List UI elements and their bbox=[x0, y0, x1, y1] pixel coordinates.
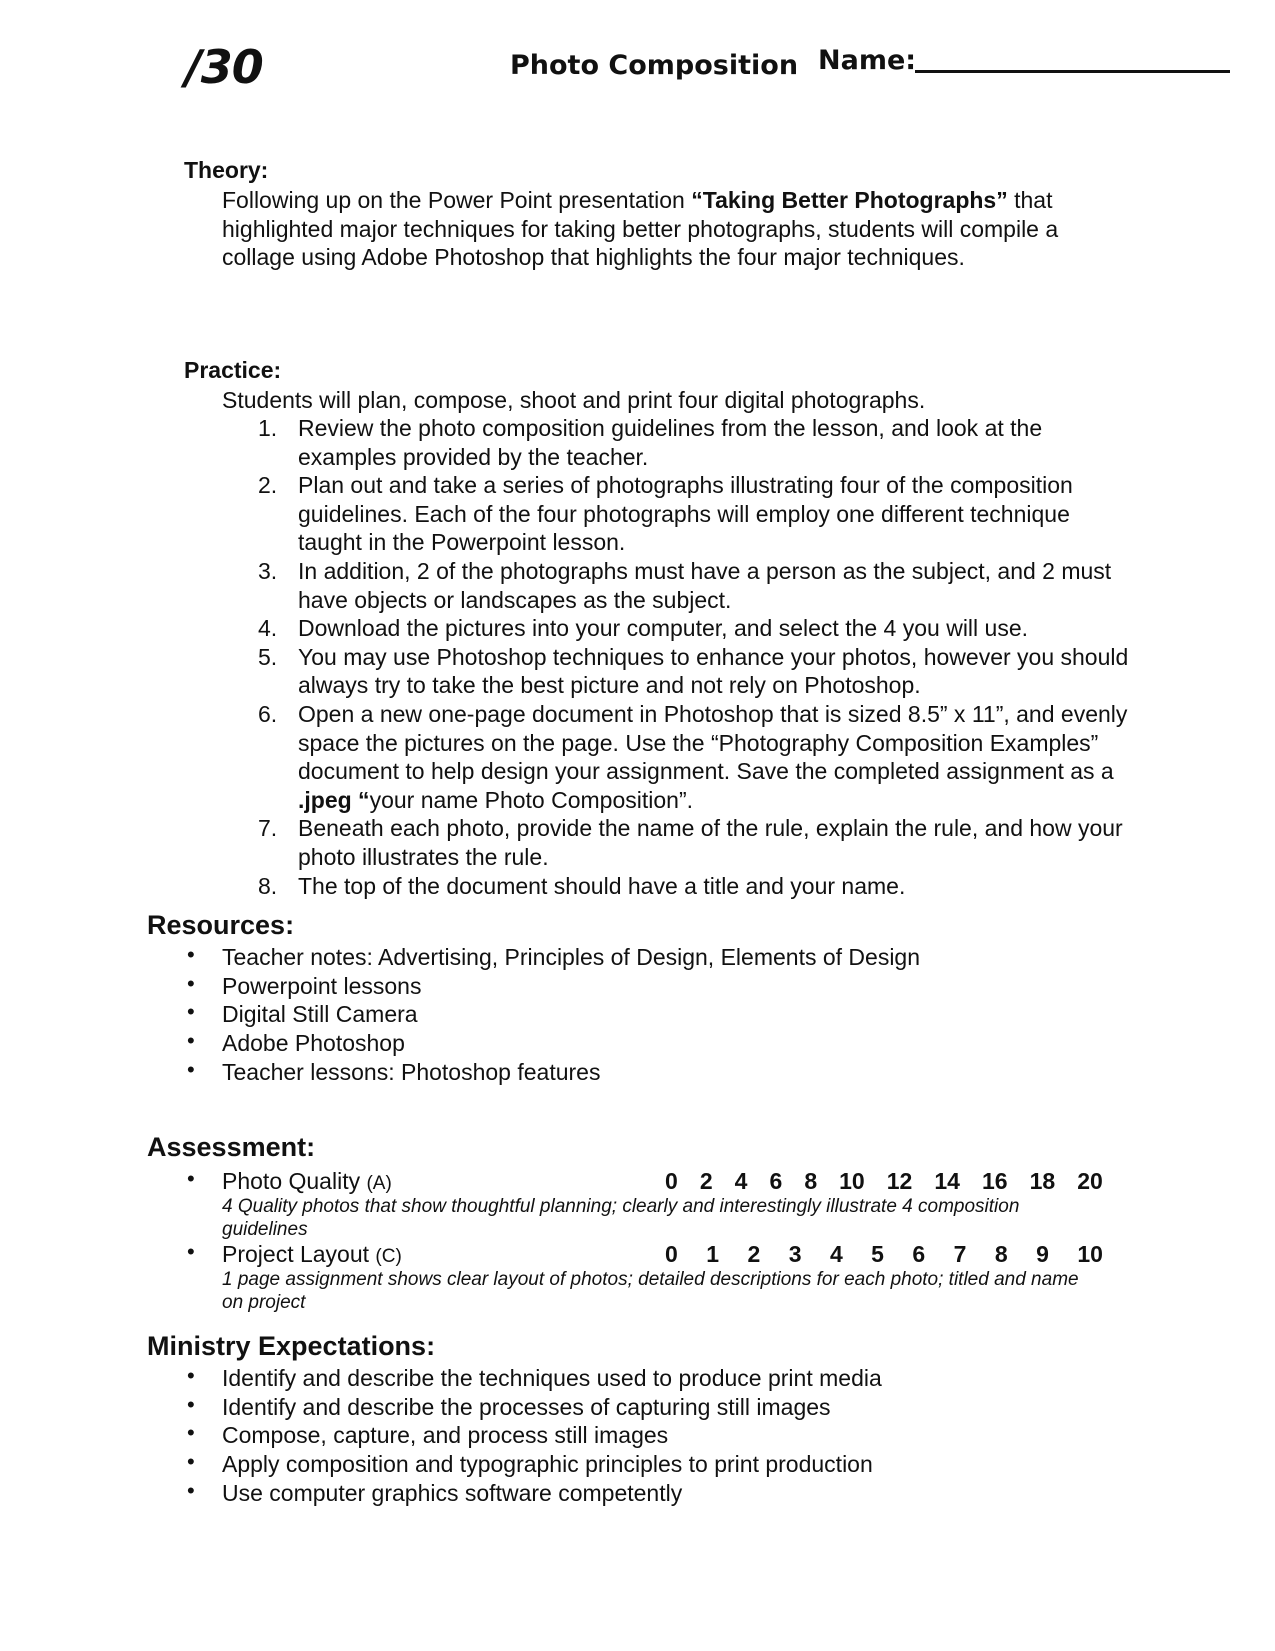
practice-step bbox=[258, 614, 1138, 643]
step-number: 7. bbox=[258, 815, 278, 842]
resource-item-text: Powerpoint lessons bbox=[222, 972, 422, 999]
theory-paragraph bbox=[222, 186, 1122, 272]
resource-item bbox=[187, 1029, 1137, 1058]
rubric-code: (C) bbox=[375, 1246, 402, 1267]
presentation-title: “Taking Better Photographs” bbox=[691, 187, 1008, 213]
score-option: 10 bbox=[839, 1168, 865, 1194]
score-option: 1 bbox=[706, 1241, 720, 1267]
rubric-label-text: Photo Quality bbox=[222, 1168, 367, 1194]
expectation-item-text: Compose, capture, and process still images bbox=[222, 1422, 669, 1449]
step-text: The top of the document should have a title and your name. bbox=[298, 872, 906, 899]
rubric-label bbox=[222, 1241, 402, 1268]
step-text: Open a new one-page document in Photoshop that is sized 8.5” x 11”, and evenly space the pictures on the page. Use the “Photography Composition Examples” document to help design your assignment. Save the completed assignment as a bbox=[298, 700, 1128, 785]
step-number: 5. bbox=[258, 643, 278, 670]
bullet-icon: • bbox=[187, 1449, 195, 1475]
step-number: 1. bbox=[258, 415, 278, 441]
expectation-item bbox=[187, 1421, 1137, 1450]
step-number: 2. bbox=[258, 472, 278, 499]
resource-item-text: Digital Still Camera bbox=[222, 1001, 418, 1028]
ministry-expectations-list bbox=[187, 1364, 1137, 1508]
score-option: 8 bbox=[804, 1168, 818, 1194]
resource-item bbox=[187, 1000, 1137, 1029]
score-option: 3 bbox=[788, 1241, 802, 1267]
expectation-item-text: Apply composition and typographic principles to print production bbox=[222, 1451, 873, 1478]
step-number: 8. bbox=[258, 872, 278, 899]
expectation-item bbox=[187, 1393, 1137, 1422]
score-option: 10 bbox=[1077, 1241, 1103, 1267]
step-text-bold: .jpeg “ bbox=[298, 786, 370, 813]
name-blank-line bbox=[915, 70, 1230, 73]
bullet-icon: • bbox=[187, 942, 195, 967]
bullet-icon: • bbox=[187, 1477, 195, 1503]
expectation-item-text: Use computer graphics software competently bbox=[222, 1479, 683, 1506]
expectation-item-text: Identify and describe the techniques used to produce print media bbox=[222, 1365, 882, 1391]
resource-item-text: Teacher notes: Advertising, Principles of Design, Elements of Design bbox=[222, 944, 921, 970]
expectation-item bbox=[187, 1450, 1137, 1479]
score-option: 9 bbox=[1036, 1241, 1049, 1267]
practice-step bbox=[258, 414, 1138, 471]
bullet-icon: • bbox=[187, 1363, 195, 1388]
expectation-item-text: Identify and describe the processes of capturing still images bbox=[222, 1393, 831, 1420]
rubric-scale bbox=[665, 1241, 1103, 1268]
score-total: /30 bbox=[185, 40, 263, 94]
score-option: 20 bbox=[1077, 1168, 1103, 1194]
score-option: 5 bbox=[871, 1241, 884, 1267]
resource-item bbox=[187, 943, 1137, 972]
bullet-icon: • bbox=[187, 1239, 195, 1264]
score-option: 4 bbox=[829, 1241, 843, 1267]
theory-heading: Theory: bbox=[184, 157, 269, 183]
practice-intro: Students will plan, compose, shoot and print four digital photographs. bbox=[222, 387, 926, 413]
theory-text-end: that highlighted major techniques for taking better photographs, students will compile a collage using Adobe Photoshop that highlights the four major techniques. bbox=[222, 187, 1059, 271]
score-option: 2 bbox=[747, 1241, 761, 1267]
score-option: 18 bbox=[1029, 1168, 1056, 1194]
step-text: Review the photo composition guidelines from the lesson, and look at the examples provided by the teacher. bbox=[298, 415, 1043, 470]
score-option: 0 bbox=[665, 1168, 678, 1194]
score-option: 6 bbox=[912, 1241, 926, 1267]
ministry-heading: Ministry Expectations: bbox=[147, 1331, 436, 1361]
bullet-icon: • bbox=[187, 1028, 195, 1054]
bullet-icon: • bbox=[187, 999, 195, 1025]
rubric-description: 4 Quality photos that show thoughtful planning; clearly and interestingly illustrate 4 composition guidelines bbox=[222, 1196, 1020, 1240]
score-option: 0 bbox=[665, 1241, 678, 1267]
score-option: 12 bbox=[886, 1168, 913, 1194]
rubric-label bbox=[222, 1168, 392, 1195]
resource-item bbox=[187, 972, 1137, 1001]
practice-step bbox=[258, 557, 1138, 614]
practice-step bbox=[258, 814, 1138, 871]
step-text: In addition, 2 of the photographs must have a person as the subject, and 2 must have objects or landscapes as the subject. bbox=[298, 557, 1112, 613]
resources-list bbox=[187, 943, 1137, 1087]
step-number: 6. bbox=[258, 700, 278, 727]
bullet-icon: • bbox=[187, 1420, 195, 1446]
step-text: Beneath each photo, provide the name of the rule, explain the rule, and how your photo illustrates the rule. bbox=[298, 815, 1123, 870]
practice-heading: Practice: bbox=[184, 357, 282, 383]
resource-item bbox=[187, 1058, 1137, 1087]
page-title: Photo Composition bbox=[510, 50, 799, 81]
step-number: 3. bbox=[258, 557, 278, 584]
step-text: Plan out and take a series of photographs illustrating four of the composition guidelines. Each of the four photographs will employ one different technique taught in the Powerpoint lesson. bbox=[298, 472, 1073, 556]
score-option: 4 bbox=[734, 1168, 748, 1194]
practice-step bbox=[258, 643, 1138, 700]
name-label: Name: bbox=[818, 45, 917, 76]
rubric-code: (A) bbox=[366, 1173, 392, 1194]
score-option: 14 bbox=[934, 1168, 960, 1194]
theory-text-start: Following up on the Power Point presentation bbox=[222, 187, 692, 213]
bullet-icon: • bbox=[187, 970, 195, 996]
score-option: 7 bbox=[953, 1241, 967, 1267]
step-number: 4. bbox=[258, 615, 278, 642]
assessment-heading: Assessment: bbox=[147, 1132, 316, 1162]
step-text: You may use Photoshop techniques to enhance your photos, however you should always try to take the best picture and not rely on Photoshop. bbox=[298, 643, 1129, 699]
rubric-description: 1 page assignment shows clear layout of photos; detailed descriptions for each photo; titled and name on project bbox=[222, 1269, 1079, 1313]
bullet-icon: • bbox=[187, 1056, 195, 1082]
bullet-icon: • bbox=[187, 1391, 195, 1417]
bullet-icon: • bbox=[187, 1166, 195, 1191]
practice-step bbox=[258, 471, 1138, 557]
score-option: 16 bbox=[982, 1168, 1008, 1194]
resources-heading: Resources: bbox=[147, 910, 295, 940]
rubric-label-text: Project Layout bbox=[222, 1241, 376, 1267]
step-text: Download the pictures into your computer, and select the 4 you will use. bbox=[298, 615, 1029, 642]
practice-steps-list bbox=[258, 414, 1138, 900]
score-option: 6 bbox=[769, 1168, 783, 1194]
expectation-item bbox=[187, 1479, 1137, 1508]
score-option: 2 bbox=[699, 1168, 713, 1194]
practice-step bbox=[258, 700, 1138, 814]
resource-item-text: Teacher lessons: Photoshop features bbox=[222, 1058, 601, 1085]
practice-step bbox=[258, 872, 1138, 901]
score-option: 8 bbox=[994, 1241, 1008, 1267]
expectation-item bbox=[187, 1364, 1137, 1393]
resource-item-text: Adobe Photoshop bbox=[222, 1030, 405, 1057]
rubric-scale bbox=[665, 1168, 1103, 1195]
step-text-end: your name Photo Composition”. bbox=[369, 786, 693, 813]
